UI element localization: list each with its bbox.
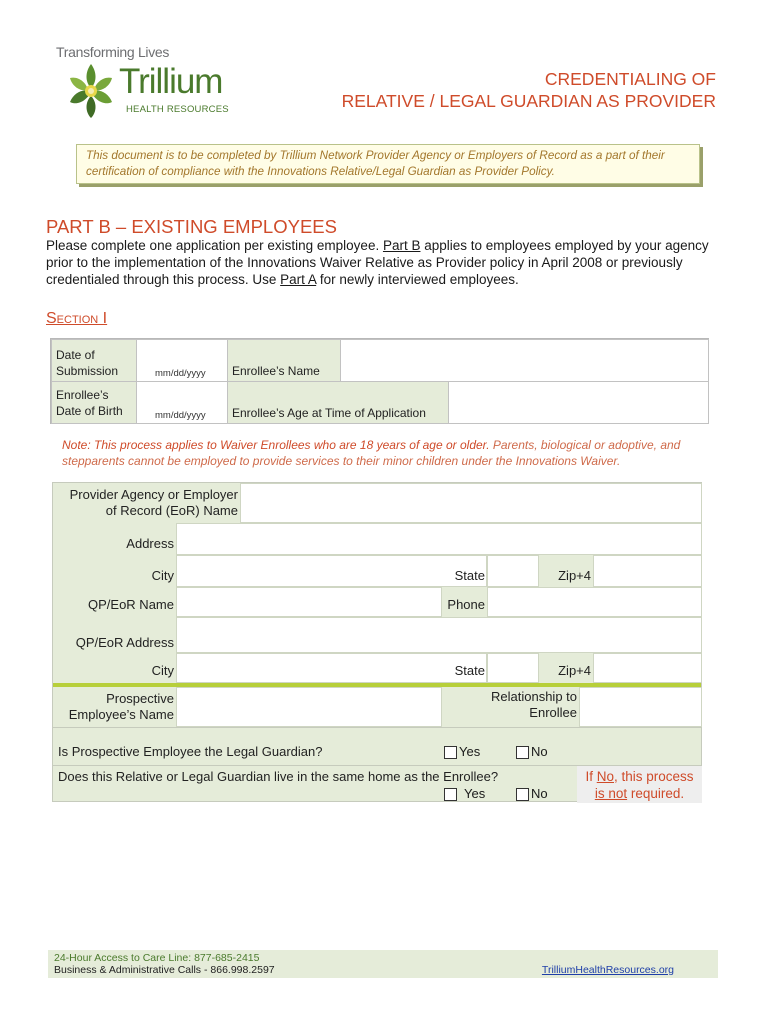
address-input[interactable] <box>176 523 702 555</box>
part-b-heading: PART B – EXISTING EMPLOYEES <box>46 216 337 237</box>
brand-subtitle: HEALTH RESOURCES <box>126 104 229 115</box>
qp-city-input[interactable] <box>176 653 487 683</box>
enrollee-dob-input[interactable] <box>136 381 228 424</box>
part-b-instructions: Please complete one application per existing employee. Part B applies to employees employed by your agency prior to the implementation of the Innovations Waiver Relative as Provider policy in April 2008 or previously credentialed through this process. Use Part A for newly interviewed employees. <box>46 238 709 287</box>
enrollee-name-label: Enrollee’s Name <box>227 339 341 382</box>
relationship-label: Relationship to Enrollee <box>491 689 577 720</box>
qp-zip-label: Zip+4 <box>558 663 591 678</box>
date-placeholder: mm/dd/yyyy <box>155 410 206 421</box>
note-text: Note: This process applies to Waiver Enrollees who are 18 years of age or older. Parents, biological or adoptive, and stepparents cannot be employed to provide services to their minor children under the Innovations Waiver. <box>62 438 681 468</box>
provider-agency-label: Provider Agency or Employer of Record (EoR) Name <box>69 487 238 518</box>
city-label: City <box>151 568 174 583</box>
footer <box>48 950 718 978</box>
same-home-question: Does this Relative or Legal Guardian live in the same home as the Enrollee? <box>58 769 499 784</box>
date-of-submission-input[interactable] <box>136 339 228 382</box>
guardian-yes-checkbox[interactable] <box>444 746 457 759</box>
enrollee-age-input[interactable] <box>448 381 709 424</box>
row-divider <box>53 727 701 728</box>
same-home-yes-label: Yes <box>464 786 486 801</box>
state-label: State <box>454 568 485 583</box>
date-of-submission-label: Date of Submission <box>51 339 137 382</box>
section-i-heading: Section I <box>46 310 108 327</box>
title-line-2: RELATIVE / LEGAL GUARDIAN AS PROVIDER <box>341 91 716 111</box>
guardian-no-checkbox[interactable] <box>516 746 529 759</box>
guardian-question: Is Prospective Employee the Legal Guardian? <box>58 744 323 759</box>
qp-eor-name-label: QP/EoR Name <box>88 597 174 612</box>
city-input[interactable] <box>176 555 487 587</box>
date-placeholder: mm/dd/yyyy <box>155 368 206 379</box>
address-label: Address <box>126 536 174 551</box>
enrollee-age-label: Enrollee’s Age at Time of Application <box>227 381 449 424</box>
enrollee-name-input[interactable] <box>340 339 709 382</box>
trillium-logo-icon <box>66 62 116 120</box>
if-no-note: If No, this process is not required. <box>577 766 702 803</box>
relationship-input[interactable] <box>579 687 702 727</box>
provider-agency-input[interactable] <box>240 483 702 523</box>
phone-label: Phone <box>447 597 485 612</box>
qp-eor-address-input[interactable] <box>176 617 702 653</box>
zip-input[interactable] <box>593 555 702 587</box>
website-link[interactable]: TrilliumHealthResources.org <box>541 964 674 976</box>
same-home-no-label: No <box>531 786 548 801</box>
tagline: Transforming Lives <box>56 44 170 60</box>
part-a-link: Part A <box>280 272 317 287</box>
part-b-link: Part B <box>382 238 421 253</box>
qp-zip-input[interactable] <box>593 653 702 683</box>
same-home-yes-checkbox[interactable] <box>444 788 457 801</box>
zip-label: Zip+4 <box>558 568 591 583</box>
qp-state-label: State <box>454 663 485 678</box>
same-home-no-checkbox[interactable] <box>516 788 529 801</box>
phone-input[interactable] <box>487 587 702 617</box>
provider-form <box>52 482 702 802</box>
intro-box: This document is to be completed by Trillium Network Provider Agency or Employers of Record as a part of their certification of compliance with the Innovations Relative/Legal Guardian as Provider Policy. <box>76 144 700 184</box>
guardian-yes-label: Yes <box>459 744 481 759</box>
qp-eor-name-input[interactable] <box>176 587 442 617</box>
business-line: Business & Administrative Calls - 866.998.2597 <box>54 964 275 976</box>
section-i-table <box>50 338 709 424</box>
document-title <box>342 68 716 112</box>
qp-city-label: City <box>151 663 174 678</box>
brand-name: Trillium <box>119 62 223 101</box>
access-line: 24-Hour Access to Care Line: 877-685-2415 <box>54 952 260 964</box>
guardian-no-label: No <box>531 744 548 759</box>
title-line-1: CREDENTIALING OF <box>544 69 716 89</box>
prospective-employee-input[interactable] <box>176 687 442 727</box>
prospective-employee-label: Prospective Employee’s Name <box>68 691 174 722</box>
qp-eor-address-label: QP/EoR Address <box>75 635 174 650</box>
enrollee-dob-label: Enrollee’s Date of Birth <box>51 381 137 424</box>
